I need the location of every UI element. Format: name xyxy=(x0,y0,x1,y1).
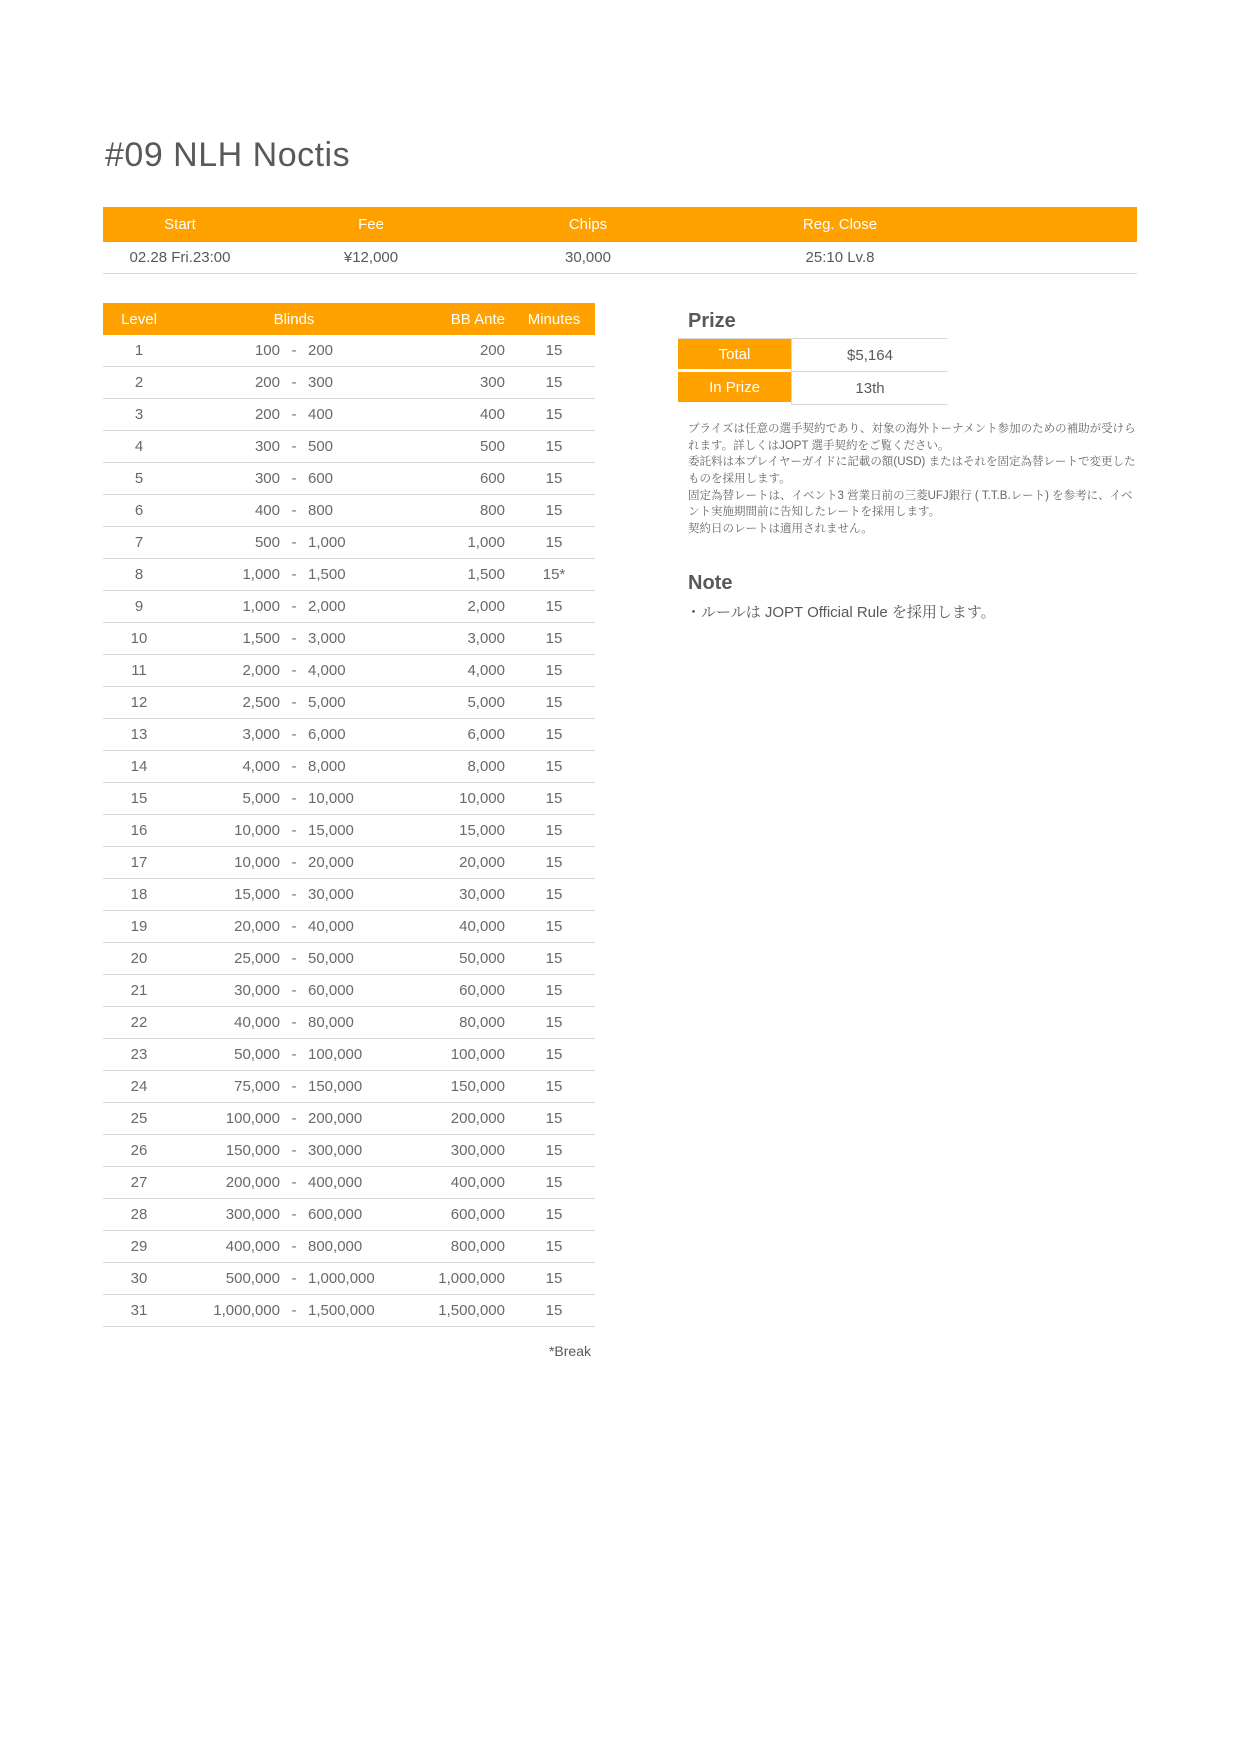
big-blind-cell: 600 xyxy=(308,470,334,487)
blinds-row xyxy=(103,783,595,815)
big-blind-cell: 15,000 xyxy=(308,822,354,839)
info-value: 30,000 xyxy=(565,249,611,266)
info-value: 25:10 Lv.8 xyxy=(805,249,875,266)
level-cell: 14 xyxy=(130,758,148,775)
bb-ante-cell: 30,000 xyxy=(459,886,505,903)
small-blind-cell: 3,000 xyxy=(242,726,280,743)
blinds-table-header xyxy=(103,303,595,335)
blinds-row xyxy=(103,911,595,943)
level-cell: 19 xyxy=(130,918,148,935)
small-blind-cell: 25,000 xyxy=(234,950,280,967)
minutes-cell: 15 xyxy=(545,854,563,871)
big-blind-cell: 100,000 xyxy=(308,1046,363,1063)
small-blind-cell: 4,000 xyxy=(242,758,280,775)
small-blind-cell: 200,000 xyxy=(225,1174,280,1191)
bb-ante-cell: 1,500 xyxy=(467,566,505,583)
blinds-row xyxy=(103,1071,595,1103)
info-header-label: Reg. Close xyxy=(802,216,878,233)
big-blind-cell: 300,000 xyxy=(308,1142,363,1159)
blinds-separator: - xyxy=(291,598,297,615)
big-blind-cell: 500 xyxy=(308,438,334,455)
bb-ante-cell: 50,000 xyxy=(459,950,505,967)
level-cell: 12 xyxy=(130,694,148,711)
bb-ante-cell: 800,000 xyxy=(450,1238,505,1255)
minutes-cell: 15 xyxy=(545,758,563,775)
level-cell: 30 xyxy=(130,1270,148,1287)
blinds-row xyxy=(103,399,595,431)
small-blind-cell: 5,000 xyxy=(242,790,280,807)
bb-ante-cell: 60,000 xyxy=(459,982,505,999)
minutes-cell: 15 xyxy=(545,822,563,839)
info-value: 02.28 Fri.23:00 xyxy=(129,249,231,266)
big-blind-cell: 10,000 xyxy=(308,790,354,807)
minutes-cell: 15 xyxy=(545,950,563,967)
bb-ante-cell: 600,000 xyxy=(450,1206,505,1223)
prize-row-value: 13th xyxy=(791,372,948,405)
small-blind-cell: 1,000,000 xyxy=(213,1302,280,1319)
level-cell: 15 xyxy=(130,790,148,807)
blinds-separator: - xyxy=(291,758,297,775)
big-blind-cell: 200,000 xyxy=(308,1110,363,1127)
small-blind-cell: 2,000 xyxy=(242,662,280,679)
level-cell: 26 xyxy=(130,1142,148,1159)
blinds-separator: - xyxy=(291,342,297,359)
blinds-separator: - xyxy=(291,630,297,647)
blinds-separator: - xyxy=(291,470,297,487)
bb-ante-cell: 500 xyxy=(479,438,505,455)
level-cell: 23 xyxy=(130,1046,148,1063)
blinds-row xyxy=(103,623,595,655)
info-value: ¥12,000 xyxy=(343,249,399,266)
small-blind-cell: 500 xyxy=(254,534,280,551)
minutes-cell: 15 xyxy=(545,598,563,615)
minutes-cell: 15 xyxy=(545,534,563,551)
minutes-cell: 15 xyxy=(545,790,563,807)
blinds-separator: - xyxy=(291,1110,297,1127)
blinds-separator: - xyxy=(291,918,297,935)
blinds-separator: - xyxy=(291,886,297,903)
level-cell: 5 xyxy=(134,470,144,487)
small-blind-cell: 30,000 xyxy=(234,982,280,999)
small-blind-cell: 400,000 xyxy=(225,1238,280,1255)
bb-ante-cell: 400 xyxy=(479,406,505,423)
small-blind-cell: 75,000 xyxy=(234,1078,280,1095)
small-blind-cell: 1,500 xyxy=(242,630,280,647)
level-cell: 29 xyxy=(130,1238,148,1255)
blinds-row xyxy=(103,879,595,911)
break-footnote: *Break xyxy=(548,1343,591,1359)
bb-ante-cell: 300,000 xyxy=(450,1142,505,1159)
small-blind-cell: 50,000 xyxy=(234,1046,280,1063)
prize-row-value: $5,164 xyxy=(791,339,948,372)
blinds-separator: - xyxy=(291,662,297,679)
big-blind-cell: 1,500,000 xyxy=(308,1302,375,1319)
bb-ante-cell: 8,000 xyxy=(467,758,505,775)
level-cell: 17 xyxy=(130,854,148,871)
minutes-cell: 15 xyxy=(545,662,563,679)
blinds-separator: - xyxy=(291,790,297,807)
big-blind-cell: 800,000 xyxy=(308,1238,363,1255)
header-minutes: Minutes xyxy=(527,310,581,328)
bb-ante-cell: 20,000 xyxy=(459,854,505,871)
minutes-cell: 15 xyxy=(545,694,563,711)
level-cell: 3 xyxy=(134,406,144,423)
big-blind-cell: 1,500 xyxy=(308,566,346,583)
level-cell: 25 xyxy=(130,1110,148,1127)
level-cell: 10 xyxy=(130,630,148,647)
big-blind-cell: 400 xyxy=(308,406,334,423)
big-blind-cell: 400,000 xyxy=(308,1174,363,1191)
big-blind-cell: 3,000 xyxy=(308,630,346,647)
small-blind-cell: 300,000 xyxy=(225,1206,280,1223)
big-blind-cell: 150,000 xyxy=(308,1078,363,1095)
bb-ante-cell: 6,000 xyxy=(467,726,505,743)
level-cell: 16 xyxy=(130,822,148,839)
level-cell: 28 xyxy=(130,1206,148,1223)
blinds-separator: - xyxy=(291,566,297,583)
tournament-info-bar xyxy=(103,207,1137,274)
big-blind-cell: 50,000 xyxy=(308,950,354,967)
bb-ante-cell: 1,500,000 xyxy=(438,1302,505,1319)
small-blind-cell: 2,500 xyxy=(242,694,280,711)
blinds-separator: - xyxy=(291,406,297,423)
blinds-row xyxy=(103,1007,595,1039)
small-blind-cell: 100,000 xyxy=(225,1110,280,1127)
big-blind-cell: 6,000 xyxy=(308,726,346,743)
level-cell: 20 xyxy=(130,950,148,967)
minutes-cell: 15 xyxy=(545,726,563,743)
big-blind-cell: 60,000 xyxy=(308,982,354,999)
bb-ante-cell: 15,000 xyxy=(459,822,505,839)
minutes-cell: 15 xyxy=(545,406,563,423)
blinds-row xyxy=(103,655,595,687)
big-blind-cell: 800 xyxy=(308,502,334,519)
info-header-row xyxy=(103,207,1137,242)
blinds-row xyxy=(103,1263,595,1295)
small-blind-cell: 150,000 xyxy=(225,1142,280,1159)
level-cell: 21 xyxy=(130,982,148,999)
blinds-row xyxy=(103,1295,595,1327)
level-cell: 8 xyxy=(134,566,144,583)
bb-ante-cell: 40,000 xyxy=(459,918,505,935)
small-blind-cell: 15,000 xyxy=(234,886,280,903)
blinds-row xyxy=(103,559,595,591)
small-blind-cell: 10,000 xyxy=(234,822,280,839)
blinds-row xyxy=(103,975,595,1007)
big-blind-cell: 20,000 xyxy=(308,854,354,871)
big-blind-cell: 1,000,000 xyxy=(308,1270,375,1287)
level-cell: 4 xyxy=(134,438,144,455)
minutes-cell: 15 xyxy=(545,438,563,455)
small-blind-cell: 200 xyxy=(254,406,280,423)
big-blind-cell: 4,000 xyxy=(308,662,346,679)
big-blind-cell: 80,000 xyxy=(308,1014,354,1031)
blinds-row xyxy=(103,1167,595,1199)
blinds-separator: - xyxy=(291,502,297,519)
big-blind-cell: 300 xyxy=(308,374,334,391)
prize-row xyxy=(678,372,948,405)
blinds-separator: - xyxy=(291,1046,297,1063)
blinds-separator: - xyxy=(291,822,297,839)
level-cell: 24 xyxy=(130,1078,148,1095)
blinds-row xyxy=(103,751,595,783)
prize-description xyxy=(688,421,1144,538)
blinds-separator: - xyxy=(291,854,297,871)
minutes-cell: 15 xyxy=(545,886,563,903)
minutes-cell: 15 xyxy=(545,470,563,487)
bb-ante-cell: 80,000 xyxy=(459,1014,505,1031)
blinds-separator: - xyxy=(291,1238,297,1255)
blinds-separator: - xyxy=(291,1270,297,1287)
bb-ante-cell: 3,000 xyxy=(467,630,505,647)
small-blind-cell: 100 xyxy=(254,342,280,359)
header-bb-ante: BB Ante xyxy=(450,310,505,328)
small-blind-cell: 1,000 xyxy=(242,566,280,583)
minutes-cell: 15 xyxy=(545,1078,563,1095)
minutes-cell: 15 xyxy=(545,342,563,359)
big-blind-cell: 30,000 xyxy=(308,886,354,903)
bb-ante-cell: 5,000 xyxy=(467,694,505,711)
blinds-row xyxy=(103,335,595,367)
minutes-cell: 15 xyxy=(545,502,563,519)
blinds-separator: - xyxy=(291,1014,297,1031)
blinds-row xyxy=(103,1039,595,1071)
note-list xyxy=(686,602,1156,625)
minutes-cell: 15 xyxy=(545,374,563,391)
blinds-row xyxy=(103,815,595,847)
prize-description-line: 委託料は本プレイヤーガイドに記載の額(USD) またはそれを固定為替レートで変更したものを採用します。 xyxy=(688,456,1136,486)
small-blind-cell: 40,000 xyxy=(234,1014,280,1031)
minutes-cell: 15 xyxy=(545,630,563,647)
blinds-separator: - xyxy=(291,374,297,391)
minutes-cell: 15 xyxy=(545,982,563,999)
small-blind-cell: 1,000 xyxy=(242,598,280,615)
note-section-heading: Note xyxy=(688,572,733,594)
blinds-separator: - xyxy=(291,1302,297,1319)
blinds-separator: - xyxy=(291,694,297,711)
small-blind-cell: 20,000 xyxy=(234,918,280,935)
blinds-separator: - xyxy=(291,1206,297,1223)
blinds-row xyxy=(103,367,595,399)
blinds-separator: - xyxy=(291,1142,297,1159)
level-cell: 18 xyxy=(130,886,148,903)
bb-ante-cell: 100,000 xyxy=(450,1046,505,1063)
prize-table xyxy=(678,338,948,405)
big-blind-cell: 1,000 xyxy=(308,534,346,551)
minutes-cell: 15 xyxy=(545,1302,563,1319)
bb-ante-cell: 4,000 xyxy=(467,662,505,679)
minutes-cell: 15 xyxy=(545,1238,563,1255)
blinds-row xyxy=(103,591,595,623)
page-title: #09 NLH Noctis xyxy=(105,136,351,174)
level-cell: 22 xyxy=(130,1014,148,1031)
prize-row-label: Total xyxy=(678,339,791,372)
prize-row xyxy=(678,339,948,372)
small-blind-cell: 300 xyxy=(254,438,280,455)
minutes-cell: 15* xyxy=(542,566,566,583)
minutes-cell: 15 xyxy=(545,1046,563,1063)
bb-ante-cell: 600 xyxy=(479,470,505,487)
big-blind-cell: 40,000 xyxy=(308,918,354,935)
blinds-separator: - xyxy=(291,982,297,999)
blinds-separator: - xyxy=(291,726,297,743)
blinds-separator: - xyxy=(291,1078,297,1095)
header-blinds: Blinds xyxy=(273,310,315,328)
small-blind-cell: 300 xyxy=(254,470,280,487)
note-item: ・ルールは JOPT Official Rule を採用します。 xyxy=(686,604,996,621)
level-cell: 6 xyxy=(134,502,144,519)
blinds-row xyxy=(103,943,595,975)
bb-ante-cell: 1,000 xyxy=(467,534,505,551)
blinds-row xyxy=(103,431,595,463)
bb-ante-cell: 400,000 xyxy=(450,1174,505,1191)
prize-description-line: 固定為替レートは、イベント3 営業日前の三菱UFJ銀行 ( T.T.B.レート) を参考に、イベント実施期間前に告知したレートを採用します。 xyxy=(688,489,1133,519)
level-cell: 7 xyxy=(134,534,144,551)
bb-ante-cell: 150,000 xyxy=(450,1078,505,1095)
level-cell: 2 xyxy=(134,374,144,391)
blinds-row xyxy=(103,847,595,879)
blinds-row xyxy=(103,1199,595,1231)
bb-ante-cell: 300 xyxy=(479,374,505,391)
prize-description-line: 契約日のレートは適用されません。 xyxy=(688,523,873,536)
big-blind-cell: 5,000 xyxy=(308,694,346,711)
blinds-table xyxy=(103,303,595,1327)
blinds-row xyxy=(103,495,595,527)
blinds-separator: - xyxy=(291,1174,297,1191)
blinds-row xyxy=(103,527,595,559)
level-cell: 31 xyxy=(130,1302,148,1319)
bb-ante-cell: 2,000 xyxy=(467,598,505,615)
small-blind-cell: 400 xyxy=(254,502,280,519)
minutes-cell: 15 xyxy=(545,1174,563,1191)
blinds-separator: - xyxy=(291,950,297,967)
info-header-label: Start xyxy=(164,216,196,233)
big-blind-cell: 200 xyxy=(308,342,334,359)
bb-ante-cell: 200 xyxy=(479,342,505,359)
blinds-row xyxy=(103,1231,595,1263)
big-blind-cell: 2,000 xyxy=(308,598,346,615)
bb-ante-cell: 800 xyxy=(479,502,505,519)
info-header-label: Fee xyxy=(358,216,384,233)
blinds-row xyxy=(103,687,595,719)
blinds-row xyxy=(103,1103,595,1135)
blinds-row xyxy=(103,1135,595,1167)
prize-section-heading: Prize xyxy=(688,310,736,332)
blinds-row xyxy=(103,463,595,495)
big-blind-cell: 8,000 xyxy=(308,758,346,775)
info-header-label: Chips xyxy=(568,216,608,233)
bb-ante-cell: 1,000,000 xyxy=(438,1270,505,1287)
blinds-row xyxy=(103,719,595,751)
header-level: Level xyxy=(121,310,157,328)
small-blind-cell: 10,000 xyxy=(234,854,280,871)
bb-ante-cell: 200,000 xyxy=(450,1110,505,1127)
minutes-cell: 15 xyxy=(545,1270,563,1287)
info-values-row xyxy=(103,242,1137,274)
prize-description-line: プライズは任意の選手契約であり、対象の海外トーナメント参加のための補助が受けられます。詳しくはJOPT 選手契約をご覧ください。 xyxy=(688,423,1136,452)
small-blind-cell: 200 xyxy=(254,374,280,391)
level-cell: 9 xyxy=(134,598,144,615)
blinds-separator: - xyxy=(291,438,297,455)
minutes-cell: 15 xyxy=(545,1142,563,1159)
minutes-cell: 15 xyxy=(545,1014,563,1031)
level-cell: 11 xyxy=(131,662,147,679)
minutes-cell: 15 xyxy=(545,1206,563,1223)
minutes-cell: 15 xyxy=(545,1110,563,1127)
small-blind-cell: 500,000 xyxy=(225,1270,280,1287)
level-cell: 27 xyxy=(130,1174,148,1191)
level-cell: 1 xyxy=(134,342,144,359)
minutes-cell: 15 xyxy=(545,918,563,935)
blinds-separator: - xyxy=(291,534,297,551)
level-cell: 13 xyxy=(130,726,148,743)
prize-row-label: In Prize xyxy=(678,372,791,405)
bb-ante-cell: 10,000 xyxy=(459,790,505,807)
big-blind-cell: 600,000 xyxy=(308,1206,363,1223)
